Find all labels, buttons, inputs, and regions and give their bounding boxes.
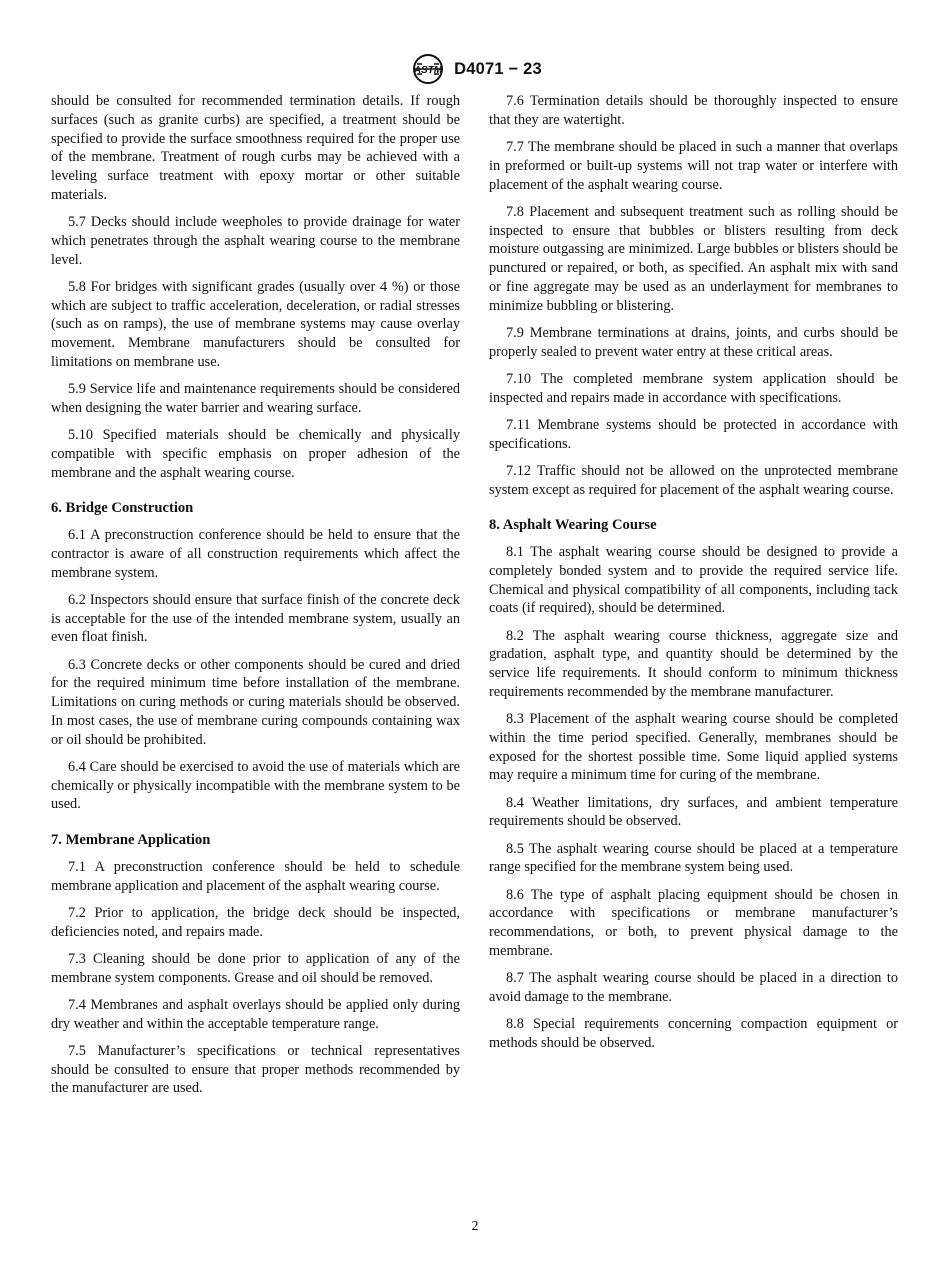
paragraph: 8.4 Weather limitations, dry surfaces, and ambient temperature requirements should be observed.: [489, 794, 898, 830]
paragraph: 7.6 Termination details should be thoroughly inspected to ensure that they are watertight.: [489, 93, 898, 128]
paragraph: 7.3 Cleaning should be done prior to application of any of the membrane system components. Grease and oil should be removed.: [51, 950, 460, 986]
paragraph: 8.2 The asphalt wearing course thickness, aggregate size and gradation, asphalt type, and quantity should be determined by the service life requirements. It should conform to minimum thickness requirements recommended by the membrane manufacturer.: [489, 627, 898, 700]
paragraph: 7.5 Manufacturer’s specifications or technical representatives should be consulted to ensure that proper methods recommended by the manufacturer are used.: [51, 1042, 460, 1097]
paragraph: 8.1 The asphalt wearing course should be designed to provide a completely bonded system and to provide the required service life. Chemical and physical compatibility of all components, including tack coats (if required), should be determined.: [489, 544, 898, 617]
paragraph: 7.7 The membrane should be placed in such a manner that overlaps in preformed or built-up systems will not trap water or interfere with placement of the asphalt wearing course.: [489, 139, 898, 193]
paragraph: 8.7 The asphalt wearing course should be placed in a direction to avoid damage to the membrane.: [489, 970, 898, 1005]
paragraph: 6.4 Care should be exercised to avoid the use of materials which are chemically or physically incompatible with the membrane system to be used.: [51, 758, 460, 813]
paragraph: 5.10 Specified materials should be chemically and physically compatible with specific emphasis on proper adhesion of the membrane and the asphalt wearing course.: [51, 427, 460, 481]
section-heading: 8. Asphalt Wearing Course: [489, 517, 657, 534]
left-column: [51, 92, 460, 1107]
paragraph: 8.5 The asphalt wearing course should be placed at a temperature range specified for the membrane system being used.: [489, 840, 898, 876]
paragraph: 7.4 Membranes and asphalt overlays should be applied only during dry weather and within the acceptable temperature range.: [51, 996, 460, 1032]
paragraph: 7.8 Placement and subsequent treatment such as rolling should be inspected to ensure that bubbles or blisters resulting from deck moisture outgassing are minimized. Large bubbles or blisters should be punctured or repaired, or both, as specified. An asphalt mix with sand or fine aggregate may be used as an underlayment for membranes to minimize bubbling or blistering.: [489, 203, 898, 314]
paragraph: 6.2 Inspectors should ensure that surface finish of the concrete deck is acceptable for the use of the intended membrane system, usually an even float finish.: [51, 591, 460, 646]
paragraph: 8.3 Placement of the asphalt wearing course should be completed within the time period specified. Generally, membranes should be exposed for the shortest possible time. Some liquid applied systems may require a minimum time for curing of the membrane.: [489, 711, 898, 784]
paragraph: 7.10 The completed membrane system application should be inspected and repairs made in accordance with specifications.: [489, 370, 898, 406]
paragraph: 7.2 Prior to application, the bridge deck should be inspected, deficiencies noted, and repairs made.: [51, 904, 460, 940]
page-header: [0, 52, 950, 86]
paragraph: 7.1 A preconstruction conference should be held to schedule membrane application and placement of the asphalt wearing course.: [51, 858, 460, 894]
paragraph: 5.8 For bridges with significant grades (usually over 4 %) or those which are subject to traffic acceleration, deceleration, or radial stresses (such as on ramps), the use of membrane systems may cause overlay movement. Membrane manufacturers should be consulted for limitations on membrane use.: [51, 278, 460, 370]
section-heading: 7. Membrane Application: [51, 832, 211, 848]
paragraph: 5.9 Service life and maintenance requirements should be considered when designing the water barrier and wearing surface.: [51, 381, 460, 416]
paragraph: 6.1 A preconstruction conference should be held to ensure that the contractor is aware of all construction requirements which affect the membrane system.: [51, 527, 460, 581]
astm-logo-icon: [408, 52, 448, 86]
paragraph: 8.6 The type of asphalt placing equipment should be chosen in accordance with specifications or membrane manufacturer’s recommendations, or both, to prevent physical damage to the membrane.: [489, 886, 898, 959]
paragraph: 7.11 Membrane systems should be protected in accordance with specifications.: [489, 416, 898, 452]
paragraph: 7.9 Membrane terminations at drains, joints, and curbs should be properly sealed to prevent water entry at these critical areas.: [489, 324, 898, 360]
svg-text:ASTM: ASTM: [413, 65, 443, 76]
right-column: [489, 92, 898, 1061]
paragraph: 7.12 Traffic should not be allowed on the unprotected membrane system except as required for placement of the asphalt wearing course.: [489, 462, 898, 498]
paragraph: 6.3 Concrete decks or other components should be cured and dried for the required minimum time before installation of the membrane. Limitations on curing methods or curing materials should be observed. In most cases, the use of membrane curing compounds containing wax or oil should be prohibited.: [51, 656, 460, 748]
paragraph: should be consulted for recommended termination details. If rough surfaces (such as granite curbs) are specified, a treatment should be specified to provide the surface smoothness required for the proper use of the membrane. Treatment of rough curbs may be achieved with a leveling surface treatment with epoxy mortar or other suitable materials.: [51, 93, 460, 203]
section-heading: 6. Bridge Construction: [51, 500, 194, 517]
page-number: 2: [471, 1219, 479, 1234]
paragraph: 5.7 Decks should include weepholes to provide drainage for water which penetrates through the asphalt wearing course to the membrane level.: [51, 214, 460, 268]
document-id: D4071 − 23: [454, 59, 542, 78]
paragraph: 8.8 Special requirements concerning compaction equipment or methods should be observed.: [489, 1016, 898, 1051]
